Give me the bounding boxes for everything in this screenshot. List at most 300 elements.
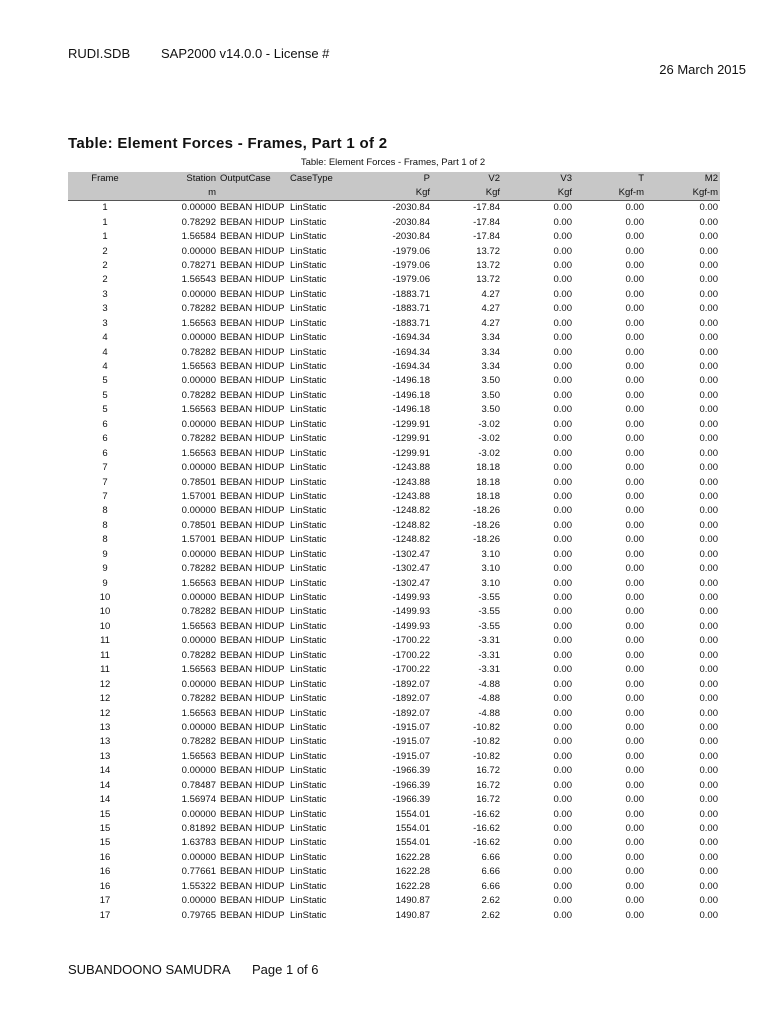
cell-station: 1.57001 — [181, 534, 216, 546]
cell-station: 0.78282 — [181, 606, 216, 618]
cell-t: 0.00 — [625, 274, 644, 286]
cell-output-case: BEBAN HIDUP — [220, 606, 285, 618]
cell-m2: 0.00 — [699, 721, 718, 733]
cell-v2: 3.34 — [481, 332, 500, 344]
cell-t: 0.00 — [625, 606, 644, 618]
cell-station: 1.56584 — [181, 231, 216, 243]
cell-case-type: LinStatic — [290, 375, 327, 387]
cell-station: 0.00000 — [181, 505, 216, 517]
cell-p: -1700.22 — [392, 649, 430, 661]
table-row — [68, 374, 720, 388]
cell-p: -1243.88 — [392, 462, 430, 474]
cell-case-type: LinStatic — [290, 259, 327, 271]
cell-output-case: BEBAN HIDUP — [220, 664, 285, 676]
table-row — [68, 273, 720, 287]
cell-v2: -17.84 — [473, 216, 500, 228]
cell-frame: 11 — [100, 664, 110, 676]
cell-t: 0.00 — [625, 548, 644, 560]
table-row — [68, 750, 720, 764]
cell-station: 1.56974 — [181, 794, 216, 806]
table-row — [68, 230, 720, 244]
cell-output-case: BEBAN HIDUP — [220, 519, 285, 531]
cell-t: 0.00 — [625, 245, 644, 257]
cell-station: 0.00000 — [181, 288, 216, 300]
cell-output-case: BEBAN HIDUP — [220, 548, 285, 560]
cell-v2: 2.62 — [481, 895, 500, 907]
cell-case-type: LinStatic — [290, 433, 327, 445]
table-row — [68, 548, 720, 562]
cell-station: 1.56563 — [181, 620, 216, 632]
cell-t: 0.00 — [625, 216, 644, 228]
cell-station: 0.00000 — [181, 851, 216, 863]
cell-v3: 0.00 — [553, 288, 572, 300]
cell-t: 0.00 — [625, 505, 644, 517]
cell-frame: 2 — [102, 245, 108, 257]
cell-station: 0.00000 — [181, 462, 216, 474]
page-title: Table: Element Forces - Frames, Part 1 of 2 — [68, 135, 388, 152]
cell-v3: 0.00 — [553, 346, 572, 358]
cell-case-type: LinStatic — [290, 895, 327, 907]
cell-frame: 1 — [102, 202, 108, 214]
cell-t: 0.00 — [625, 736, 644, 748]
cell-output-case: BEBAN HIDUP — [220, 837, 285, 849]
header-program: SAP2000 v14.0.0 - License # — [161, 46, 330, 61]
table-row — [68, 591, 720, 605]
cell-v2: -16.62 — [473, 837, 500, 849]
table-row — [68, 807, 720, 821]
cell-t: 0.00 — [625, 462, 644, 474]
unit-m2: Kgf-m — [646, 186, 720, 201]
cell-t: 0.00 — [625, 404, 644, 416]
cell-p: -1299.91 — [392, 433, 430, 445]
cell-case-type: LinStatic — [290, 592, 327, 604]
unit-v3: Kgf — [502, 186, 574, 201]
table-row — [68, 215, 720, 229]
cell-output-case: BEBAN HIDUP — [220, 274, 285, 286]
cell-m2: 0.00 — [699, 216, 718, 228]
header-file-name: RUDI.SDB — [68, 46, 131, 61]
cell-t: 0.00 — [625, 808, 644, 820]
cell-v2: 3.50 — [481, 404, 500, 416]
cell-t: 0.00 — [625, 592, 644, 604]
cell-output-case: BEBAN HIDUP — [220, 462, 285, 474]
cell-v2: -18.26 — [473, 505, 500, 517]
cell-p: -1496.18 — [392, 404, 430, 416]
cell-case-type: LinStatic — [290, 909, 327, 921]
cell-frame: 1 — [102, 216, 108, 228]
table-row — [68, 677, 720, 691]
table-row — [68, 735, 720, 749]
cell-v2: 18.18 — [476, 462, 500, 474]
table-body — [68, 201, 720, 923]
cell-p: 1490.87 — [395, 895, 430, 907]
cell-frame: 14 — [99, 779, 111, 791]
cell-station: 0.00000 — [181, 548, 216, 560]
cell-m2: 0.00 — [699, 548, 718, 560]
cell-frame: 6 — [102, 433, 108, 445]
cell-v2: -3.31 — [478, 635, 500, 647]
cell-frame: 15 — [99, 808, 111, 820]
cell-case-type: LinStatic — [290, 620, 327, 632]
cell-frame: 8 — [102, 519, 108, 531]
cell-frame: 1 — [102, 231, 108, 243]
cell-station: 1.63783 — [181, 837, 216, 849]
cell-p: -2030.84 — [392, 202, 430, 214]
cell-frame: 3 — [102, 317, 108, 329]
cell-m2: 0.00 — [699, 288, 718, 300]
cell-t: 0.00 — [625, 490, 644, 502]
cell-m2: 0.00 — [699, 649, 718, 661]
cell-case-type: LinStatic — [290, 678, 327, 690]
cell-frame: 6 — [102, 418, 108, 430]
cell-p: 1554.01 — [395, 823, 430, 835]
cell-case-type: LinStatic — [290, 880, 327, 892]
cell-t: 0.00 — [625, 765, 644, 777]
table-row — [68, 576, 720, 590]
cell-case-type: LinStatic — [290, 851, 327, 863]
cell-station: 1.57001 — [181, 490, 216, 502]
cell-case-type: LinStatic — [290, 519, 327, 531]
cell-v2: -17.84 — [473, 231, 500, 243]
cell-p: -1248.82 — [392, 505, 430, 517]
cell-frame: 7 — [102, 490, 108, 502]
col-header-t: T — [574, 172, 646, 186]
cell-v2: -18.26 — [473, 519, 500, 531]
cell-output-case: BEBAN HIDUP — [220, 389, 285, 401]
cell-p: -1979.06 — [392, 259, 430, 271]
cell-v3: 0.00 — [553, 620, 572, 632]
cell-case-type: LinStatic — [290, 505, 327, 517]
cell-v3: 0.00 — [553, 707, 572, 719]
cell-t: 0.00 — [625, 866, 644, 878]
cell-station: 0.78501 — [181, 476, 216, 488]
table-row — [68, 663, 720, 677]
cell-m2: 0.00 — [699, 707, 718, 719]
cell-station: 0.00000 — [181, 202, 216, 214]
cell-p: -1915.07 — [392, 721, 430, 733]
cell-v3: 0.00 — [553, 404, 572, 416]
cell-m2: 0.00 — [699, 736, 718, 748]
cell-case-type: LinStatic — [290, 794, 327, 806]
cell-t: 0.00 — [625, 707, 644, 719]
cell-p: -1694.34 — [392, 346, 430, 358]
table-row — [68, 432, 720, 446]
cell-v2: 13.72 — [476, 245, 500, 257]
cell-v2: 16.72 — [476, 794, 500, 806]
cell-v2: -10.82 — [473, 750, 500, 762]
cell-m2: 0.00 — [699, 606, 718, 618]
cell-frame: 12 — [99, 707, 111, 719]
cell-frame: 9 — [102, 577, 108, 589]
cell-v3: 0.00 — [553, 808, 572, 820]
cell-station: 1.56563 — [181, 664, 216, 676]
cell-output-case: BEBAN HIDUP — [220, 245, 285, 257]
cell-case-type: LinStatic — [290, 707, 327, 719]
cell-v3: 0.00 — [553, 693, 572, 705]
cell-v3: 0.00 — [553, 231, 572, 243]
cell-frame: 12 — [99, 678, 111, 690]
table-row — [68, 288, 720, 302]
footer-page-number: Page 1 of 6 — [252, 962, 319, 977]
cell-case-type: LinStatic — [290, 808, 327, 820]
cell-p: 1554.01 — [395, 837, 430, 849]
cell-station: 0.78282 — [181, 736, 216, 748]
cell-station: 0.78282 — [181, 303, 216, 315]
table-row — [68, 634, 720, 648]
cell-output-case: BEBAN HIDUP — [220, 750, 285, 762]
cell-frame: 5 — [102, 404, 108, 416]
cell-m2: 0.00 — [699, 519, 718, 531]
cell-t: 0.00 — [625, 418, 644, 430]
cell-output-case: BEBAN HIDUP — [220, 563, 285, 575]
cell-case-type: LinStatic — [290, 389, 327, 401]
cell-m2: 0.00 — [699, 303, 718, 315]
cell-p: -1299.91 — [392, 447, 430, 459]
unit-t: Kgf-m — [574, 186, 646, 201]
cell-p: -1700.22 — [392, 664, 430, 676]
cell-v3: 0.00 — [553, 476, 572, 488]
cell-v2: 4.27 — [481, 317, 500, 329]
cell-v2: -18.26 — [473, 534, 500, 546]
cell-case-type: LinStatic — [290, 635, 327, 647]
cell-p: -1299.91 — [392, 418, 430, 430]
table-row — [68, 620, 720, 634]
cell-p: -1883.71 — [392, 317, 430, 329]
cell-m2: 0.00 — [699, 361, 718, 373]
cell-v2: 6.66 — [481, 880, 500, 892]
cell-v3: 0.00 — [553, 635, 572, 647]
cell-t: 0.00 — [625, 332, 644, 344]
cell-v2: 3.50 — [481, 375, 500, 387]
cell-m2: 0.00 — [699, 462, 718, 474]
table-row — [68, 317, 720, 331]
cell-case-type: LinStatic — [290, 418, 327, 430]
cell-case-type: LinStatic — [290, 693, 327, 705]
cell-output-case: BEBAN HIDUP — [220, 332, 285, 344]
cell-station: 0.78487 — [181, 779, 216, 791]
table-row — [68, 533, 720, 547]
cell-v2: -16.62 — [473, 808, 500, 820]
cell-m2: 0.00 — [699, 866, 718, 878]
cell-frame: 6 — [102, 447, 108, 459]
cell-m2: 0.00 — [699, 375, 718, 387]
cell-v3: 0.00 — [553, 736, 572, 748]
cell-m2: 0.00 — [699, 693, 718, 705]
cell-p: -1700.22 — [392, 635, 430, 647]
header-date: 26 March 2015 — [659, 62, 746, 77]
cell-frame: 7 — [102, 476, 108, 488]
table-row — [68, 779, 720, 793]
table-row — [68, 706, 720, 720]
cell-m2: 0.00 — [699, 490, 718, 502]
cell-t: 0.00 — [625, 534, 644, 546]
cell-station: 1.56563 — [181, 750, 216, 762]
cell-case-type: LinStatic — [290, 274, 327, 286]
cell-t: 0.00 — [625, 231, 644, 243]
cell-v3: 0.00 — [553, 592, 572, 604]
cell-p: 1622.28 — [395, 851, 430, 863]
cell-station: 0.00000 — [181, 678, 216, 690]
cell-v2: 3.50 — [481, 389, 500, 401]
cell-frame: 9 — [102, 548, 108, 560]
cell-station: 1.56563 — [181, 361, 216, 373]
cell-output-case: BEBAN HIDUP — [220, 317, 285, 329]
table-caption: Table: Element Forces - Frames, Part 1 of 2 — [300, 157, 486, 168]
cell-v3: 0.00 — [553, 202, 572, 214]
unit-case-type — [288, 186, 352, 201]
cell-output-case: BEBAN HIDUP — [220, 202, 285, 214]
cell-v2: -3.31 — [478, 664, 500, 676]
table-row — [68, 692, 720, 706]
table-row — [68, 331, 720, 345]
cell-v2: -3.55 — [478, 606, 500, 618]
cell-station: 0.78282 — [181, 693, 216, 705]
cell-output-case: BEBAN HIDUP — [220, 447, 285, 459]
cell-t: 0.00 — [625, 693, 644, 705]
cell-frame: 13 — [99, 736, 111, 748]
cell-output-case: BEBAN HIDUP — [220, 707, 285, 719]
cell-frame: 13 — [99, 750, 111, 762]
cell-output-case: BEBAN HIDUP — [220, 433, 285, 445]
cell-v2: -10.82 — [473, 721, 500, 733]
cell-case-type: LinStatic — [290, 577, 327, 589]
cell-m2: 0.00 — [699, 389, 718, 401]
cell-station: 0.78282 — [181, 433, 216, 445]
cell-v3: 0.00 — [553, 866, 572, 878]
col-header-station: Station — [142, 172, 218, 186]
cell-p: -1248.82 — [392, 534, 430, 546]
unit-output-case — [218, 186, 288, 201]
cell-v2: -3.31 — [478, 649, 500, 661]
table-units-row — [68, 186, 720, 201]
cell-v2: 3.34 — [481, 346, 500, 358]
cell-output-case: BEBAN HIDUP — [220, 490, 285, 502]
cell-v2: 4.27 — [481, 303, 500, 315]
cell-frame: 17 — [99, 909, 111, 921]
cell-v3: 0.00 — [553, 303, 572, 315]
cell-v3: 0.00 — [553, 418, 572, 430]
cell-p: -1694.34 — [392, 361, 430, 373]
cell-case-type: LinStatic — [290, 823, 327, 835]
cell-v3: 0.00 — [553, 361, 572, 373]
cell-v2: 2.62 — [481, 909, 500, 921]
cell-case-type: LinStatic — [290, 303, 327, 315]
cell-output-case: BEBAN HIDUP — [220, 361, 285, 373]
col-header-m2: M2 — [646, 172, 720, 186]
cell-p: -1883.71 — [392, 288, 430, 300]
cell-case-type: LinStatic — [290, 606, 327, 618]
cell-output-case: BEBAN HIDUP — [220, 895, 285, 907]
cell-p: -1302.47 — [392, 548, 430, 560]
cell-m2: 0.00 — [699, 895, 718, 907]
cell-v3: 0.00 — [553, 519, 572, 531]
cell-station: 0.00000 — [181, 765, 216, 777]
cell-v2: -10.82 — [473, 736, 500, 748]
cell-m2: 0.00 — [699, 635, 718, 647]
cell-output-case: BEBAN HIDUP — [220, 635, 285, 647]
cell-v2: 4.27 — [481, 288, 500, 300]
cell-frame: 2 — [102, 274, 108, 286]
cell-v2: 3.10 — [481, 548, 500, 560]
cell-t: 0.00 — [625, 447, 644, 459]
cell-frame: 12 — [99, 693, 111, 705]
cell-t: 0.00 — [625, 577, 644, 589]
cell-m2: 0.00 — [699, 678, 718, 690]
cell-station: 0.78282 — [181, 649, 216, 661]
cell-v3: 0.00 — [553, 721, 572, 733]
cell-case-type: LinStatic — [290, 447, 327, 459]
cell-station: 0.79765 — [181, 909, 216, 921]
cell-p: -1915.07 — [392, 736, 430, 748]
cell-v3: 0.00 — [553, 447, 572, 459]
cell-case-type: LinStatic — [290, 216, 327, 228]
table-row — [68, 389, 720, 403]
table-row — [68, 793, 720, 807]
cell-v2: -3.55 — [478, 620, 500, 632]
table-row — [68, 880, 720, 894]
cell-frame: 4 — [102, 332, 108, 344]
cell-station: 1.56563 — [181, 404, 216, 416]
table-row — [68, 822, 720, 836]
cell-case-type: LinStatic — [290, 664, 327, 676]
cell-m2: 0.00 — [699, 476, 718, 488]
cell-v2: 3.10 — [481, 563, 500, 575]
cell-t: 0.00 — [625, 563, 644, 575]
table-row — [68, 302, 720, 316]
cell-v3: 0.00 — [553, 216, 572, 228]
cell-m2: 0.00 — [699, 505, 718, 517]
cell-output-case: BEBAN HIDUP — [220, 721, 285, 733]
cell-frame: 13 — [99, 721, 111, 733]
cell-output-case: BEBAN HIDUP — [220, 736, 285, 748]
cell-m2: 0.00 — [699, 259, 718, 271]
cell-m2: 0.00 — [699, 332, 718, 344]
cell-v3: 0.00 — [553, 490, 572, 502]
cell-p: -1883.71 — [392, 303, 430, 315]
cell-p: -1892.07 — [392, 707, 430, 719]
cell-v3: 0.00 — [553, 750, 572, 762]
cell-v3: 0.00 — [553, 332, 572, 344]
cell-case-type: LinStatic — [290, 534, 327, 546]
cell-frame: 15 — [99, 837, 111, 849]
cell-m2: 0.00 — [699, 534, 718, 546]
cell-m2: 0.00 — [699, 404, 718, 416]
table-row — [68, 721, 720, 735]
cell-output-case: BEBAN HIDUP — [220, 418, 285, 430]
element-forces-table — [68, 172, 720, 923]
cell-frame: 16 — [99, 866, 111, 878]
cell-t: 0.00 — [625, 909, 644, 921]
cell-v3: 0.00 — [553, 909, 572, 921]
cell-frame: 5 — [102, 375, 108, 387]
cell-m2: 0.00 — [699, 433, 718, 445]
cell-station: 0.00000 — [181, 592, 216, 604]
table-row — [68, 851, 720, 865]
cell-station: 0.78292 — [181, 216, 216, 228]
cell-p: -1499.93 — [392, 606, 430, 618]
cell-station: 0.78282 — [181, 346, 216, 358]
cell-v2: 16.72 — [476, 765, 500, 777]
col-header-output-case: OutputCase — [218, 172, 288, 186]
cell-station: 0.78282 — [181, 563, 216, 575]
cell-output-case: BEBAN HIDUP — [220, 808, 285, 820]
cell-t: 0.00 — [625, 346, 644, 358]
cell-v3: 0.00 — [553, 649, 572, 661]
table-row — [68, 605, 720, 619]
cell-output-case: BEBAN HIDUP — [220, 231, 285, 243]
cell-case-type: LinStatic — [290, 736, 327, 748]
table-row — [68, 475, 720, 489]
